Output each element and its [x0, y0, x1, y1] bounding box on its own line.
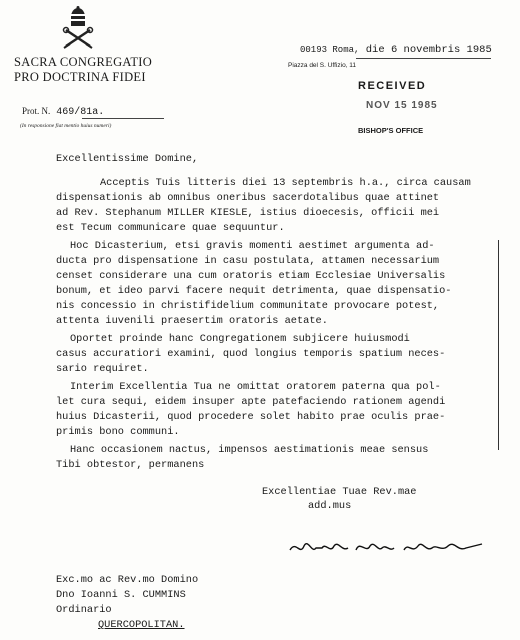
bishops-office-stamp: BISHOP'S OFFICE	[358, 126, 424, 135]
protocol-label: Prot. N.	[22, 106, 51, 116]
body-line: Hanc occasionem nactus, impensos aestimationis meae sensus	[70, 444, 429, 456]
received-stamp-date: NOV 15 1985	[366, 100, 438, 111]
closing-line1: Excellentiae Tuae Rev.mae	[262, 486, 417, 498]
closing-line2: add.mus	[308, 500, 352, 512]
body-line: nis concessio in christifidelium communitate provocare potest,	[56, 300, 440, 312]
org-name-line2: PRO DOCTRINA FIDEI	[14, 70, 146, 84]
body-line: Hoc Dicasterium, etsi gravis momenti aestimet argumenta ad-	[70, 240, 435, 252]
body-line: est Tecum communicare quae sequuntur.	[56, 222, 285, 234]
recipient-line1: Exc.mo ac Rev.mo Domino	[56, 574, 199, 586]
recipient-line2: Dno Ioanni S. CUMMINS	[56, 589, 186, 601]
body-line: ducta pro dispensatione in casu postulata, attamen necessarium	[56, 255, 440, 267]
letterhead-address: Piazza del S. Uffizio, 11	[288, 62, 357, 69]
protocol-note: (In responsione fiat mentio huius numeri)	[20, 123, 112, 129]
body-line: let cura sequi, eidem insuper apte patefaciendo rationem agendi	[56, 396, 446, 408]
body-line: censet considerare una cum oratoris etiam Ecclesiae Universalis	[56, 270, 446, 282]
recipient-line3: Ordinario	[56, 604, 112, 616]
body-line: attenta iuvenili praesertim oratoris aetate.	[56, 315, 328, 327]
body-line: dispensationis ab omnibus oneribus sacerdotalibus quae attinet	[56, 192, 440, 204]
protocol-value: 469/81a.	[56, 107, 105, 118]
received-stamp: RECEIVED	[358, 80, 427, 92]
body-line: huius Dicasterii, quod procedere solet habito prae oculis prae-	[56, 411, 446, 423]
city-label: 00193 Roma,	[300, 45, 360, 55]
body-line: Acceptis Tuis litteris diei 13 septembris h.a., circa causam	[100, 177, 471, 189]
protocol-number	[22, 106, 104, 118]
body-line: Oportet proinde hanc Congregationem subjicere huiusmodi	[70, 333, 410, 345]
protocol-underline	[82, 118, 164, 119]
body-line: ad Rev. Stephanum MILLER KIESLE, istius dioecesis, officii mei	[56, 207, 440, 219]
body-line: casus accuratiori examini, quod longius temporis spatium neces-	[56, 348, 446, 360]
papal-emblem-icon	[60, 6, 96, 50]
signature-mark	[286, 536, 486, 558]
body-line: sario requiret.	[56, 363, 149, 375]
salutation: Excellentissime Domine,	[56, 153, 199, 165]
org-name-line1: SACRA CONGREGATIO	[14, 55, 153, 69]
body-line: Interim Excellentia Tua ne omittat oratorem paterna qua pol-	[70, 381, 441, 393]
letter-date	[300, 44, 492, 56]
body-line: bonum, et ideo parvi facere nequit detrimenta, quae dispensatio-	[56, 285, 452, 297]
body-line: primis bono communi.	[56, 426, 180, 438]
date-text: die 6 novembris 1985	[365, 44, 492, 56]
margin-bracket	[478, 240, 499, 450]
date-underline	[356, 58, 491, 59]
recipient-line4: QUERCOPOLITAN.	[98, 619, 185, 631]
body-line: Tibi obtestor, permanens	[56, 459, 205, 471]
